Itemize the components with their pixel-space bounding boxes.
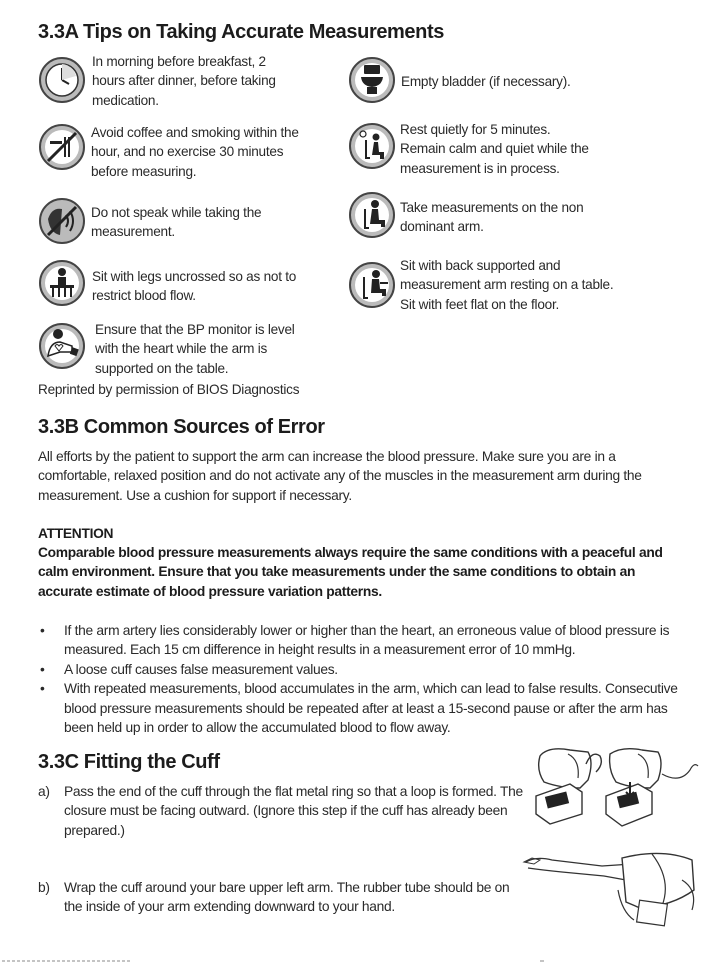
tip-line: Do not speak while taking the: [91, 205, 262, 220]
tip-line: In morning before breakfast, 2: [92, 54, 266, 69]
tip-line: Take measurements on the non: [400, 200, 584, 215]
tip-line: Sit with legs uncrossed so as not to: [92, 269, 297, 284]
footer-strip: [0, 955, 721, 962]
step-label: b): [38, 880, 50, 895]
back-supported-icon: [348, 261, 396, 309]
bullet-text: If the arm artery lies considerably lower or higher than the heart, an erroneous value of blood pressure is measured. Each 15 cm difference in height results in a measurement error of 10 mmHg.: [64, 623, 670, 658]
tip-line: medication.: [92, 92, 159, 108]
tip-line: Avoid coffee and smoking within the: [91, 125, 299, 140]
tip-line: Ensure that the BP monitor is level: [95, 322, 295, 337]
tip-line: Rest quietly for 5 minutes.: [400, 122, 551, 137]
error-bullet-list: [38, 621, 688, 737]
toilet-icon: [348, 56, 396, 104]
tip-line: measurement arm resting on a table.: [400, 277, 614, 293]
step-b: [38, 878, 528, 917]
tip-line: hours after dinner, before taking: [92, 73, 276, 89]
list-item: [38, 679, 688, 737]
clock-icon: [38, 56, 86, 104]
list-item: [38, 621, 688, 660]
bullet-text: With repeated measurements, blood accumulates in the arm, which can lead to false results. Consecutive blood pressure measurements should be repeated after at least a 15-second pause or after the arm has been held up in order to allow the accumulated blood to flow away.: [64, 681, 678, 736]
tip-line: Sit with back supported and: [400, 258, 561, 273]
step-label: a): [38, 784, 50, 799]
bullet-marker: •: [40, 623, 45, 638]
section-title-tips: 3.3A Tips on Taking Accurate Measurements: [38, 21, 444, 43]
tip-line: with the heart while the arm is: [95, 341, 268, 357]
sitting-legs-uncrossed-icon: [38, 259, 86, 307]
tip-line: restrict blood flow.: [92, 288, 196, 304]
permission-credit: Reprinted by permission of BIOS Diagnostics: [38, 382, 300, 397]
step-text: Wrap the cuff around your bare upper left arm. The rubber tube should be on the inside of your arm extending downward to your hand.: [64, 880, 510, 915]
cuff-loop-illustration: [530, 744, 700, 836]
tip-line: Sit with feet flat on the floor.: [400, 296, 559, 312]
tip-line: supported on the table.: [95, 360, 229, 376]
errors-intro: All efforts by the patient to support the arm can increase the blood pressure. Make sure you are in a comfortable, relaxed position and do not activate any of the muscles in the measurement arm during the measurement. Use a cushion for support if necessary.: [38, 449, 642, 503]
list-item: [38, 660, 688, 679]
section-title-fitting: 3.3C Fitting the Cuff: [38, 751, 220, 773]
step-a: [38, 782, 528, 840]
no-speaking-icon: [38, 197, 86, 245]
tip-line: hour, and no exercise 30 minutes: [91, 144, 284, 160]
non-dominant-arm-icon: [348, 191, 396, 239]
bullet-text: A loose cuff causes false measurement values.: [64, 661, 338, 677]
tip-line: measurement.: [91, 224, 175, 240]
rest-timer-icon: [348, 122, 396, 170]
attention-text: Comparable blood pressure measurements always require the same conditions with a peaceful and calm environment. Ensure that you take measurements under the same conditions to obtain an accurate estimate of blood pressure variation patterns.: [38, 545, 663, 599]
tip-line: measurement is in process.: [400, 160, 560, 176]
bullet-marker: •: [40, 661, 45, 677]
tip-line: dominant arm.: [400, 219, 484, 235]
bullet-marker: •: [40, 681, 45, 697]
attention-heading: ATTENTION: [38, 526, 114, 541]
tip-line: Remain calm and quiet while the: [400, 141, 589, 157]
tip-line: Empty bladder (if necessary).: [401, 74, 571, 89]
tip-line: before measuring.: [91, 163, 197, 179]
no-coffee-smoking-icon: [38, 123, 86, 171]
section-title-errors: 3.3B Common Sources of Error: [38, 416, 325, 438]
arm-cuff-illustration: [522, 850, 702, 930]
step-text: Pass the end of the cuff through the flat metal ring so that a loop is formed. The closure must be facing outward. (Ignore this step if the cuff has already been prepared.): [64, 784, 523, 838]
bp-monitor-heart-level-icon: [38, 322, 86, 370]
